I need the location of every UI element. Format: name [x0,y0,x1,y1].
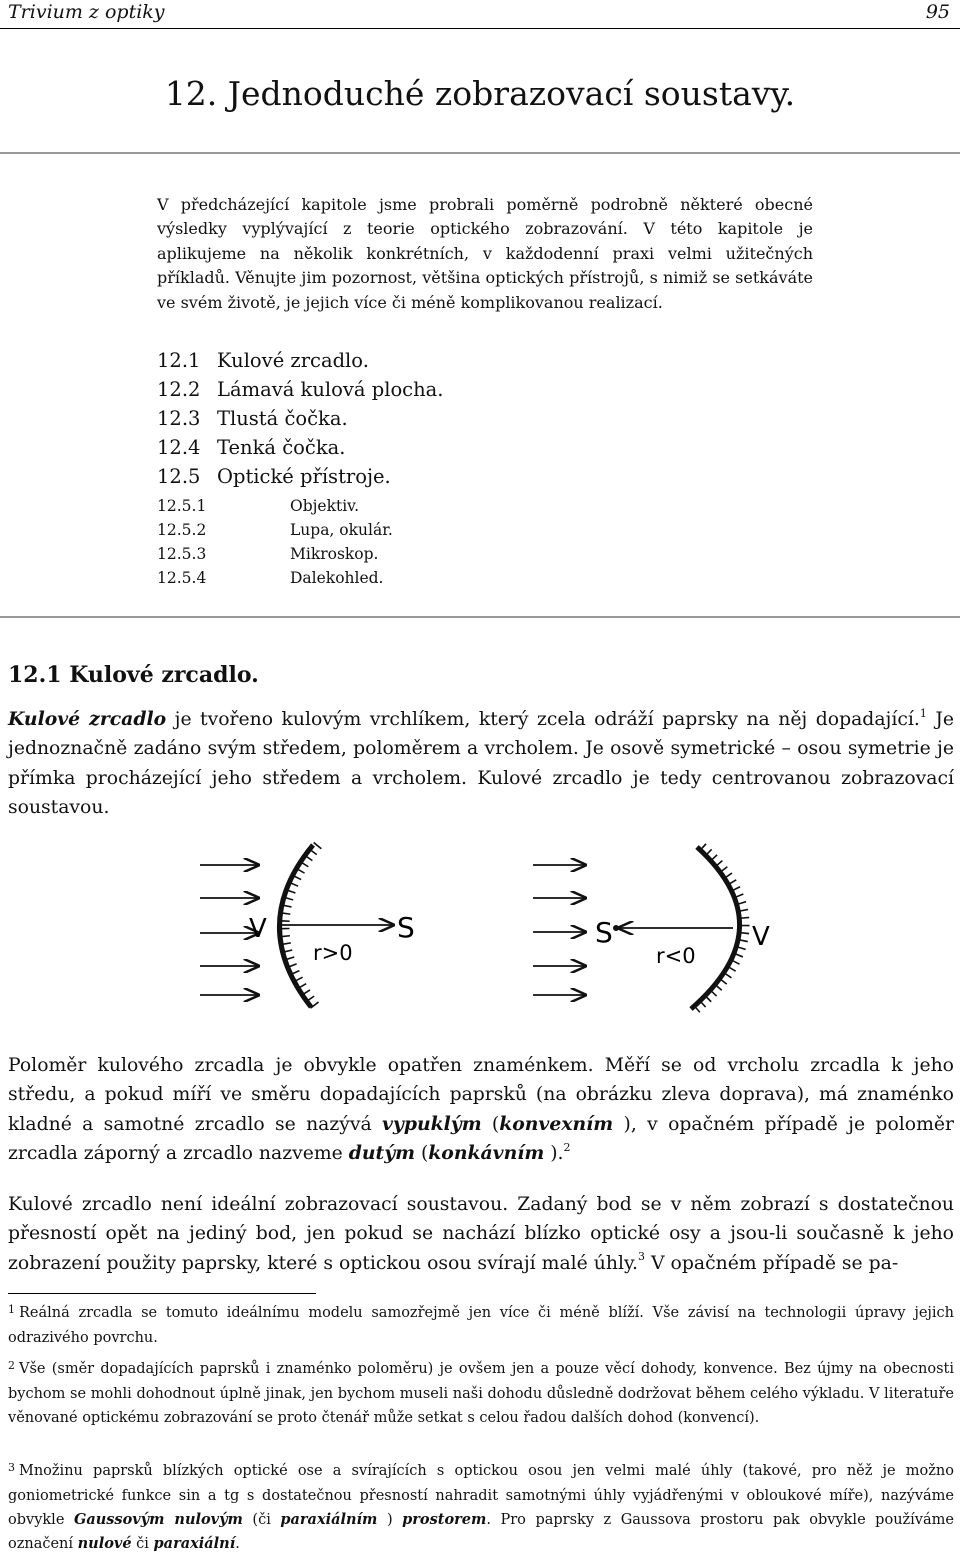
mirror-figure [185,835,785,1025]
convex-mirror [200,845,415,1007]
toc-text: Mikroskop. [290,545,379,563]
footnote-mark: 2 [8,1359,15,1372]
toc-number: 12.2 [157,378,201,401]
toc-text: Tlustá čočka. [217,407,348,430]
footnote-text: ) [377,1512,403,1528]
footnote-separator [8,1293,316,1294]
toc-text: Lupa, okulár. [290,521,393,539]
mirror-diagram [185,835,785,1025]
term-vypuklym: vypuklým [382,1112,482,1135]
toc-number: 12.5.4 [157,569,207,587]
toc-text: Optické přístroje. [217,465,391,488]
toc-number: 12.5.1 [157,497,207,515]
footnote-mark: 1 [8,1303,15,1316]
chapter-rule-bottom [0,616,960,618]
term-paraxialnim: paraxiálním [280,1511,378,1528]
toc-number: 12.5 [157,465,201,488]
footnote-3 [8,1459,954,1556]
term-paraxialni: paraxiální [153,1535,236,1552]
toc-number: 12.5.3 [157,545,207,563]
concave-mirror [533,847,770,1009]
footnote-1 [8,1301,954,1350]
header-rule [0,28,960,29]
text-run: ( [414,1142,429,1164]
footnote-text: Reálná zrcadla se tomuto ideálnímu modelu samozřejmě jen více či méně blíží. Vše závisí na technologii úpravy jejich odrazivého povrchu. [8,1305,954,1346]
chapter-rule-top [0,152,960,154]
text-run: je tvořeno kulovým vrchlíkem, který zcela odráží paprsky na něj dopadající. [166,709,920,730]
footnote-ref[interactable]: 3 [638,1250,646,1264]
footnote-text: . [235,1536,240,1552]
footnote-ref[interactable]: 2 [563,1140,571,1154]
text-run: ( [481,1113,500,1135]
footnote-ref[interactable]: 1 [919,706,927,720]
footnote-mark: 3 [8,1461,15,1474]
footnote-text: . Pro paprsky z Gaussova prostoru pak obvykle používáme označení [8,1512,954,1552]
term-konvexnim: konvexním [499,1112,614,1135]
text-run: V opačném případě se pa- [645,1252,899,1274]
text-run: ). [544,1142,564,1164]
section-heading: 12.1 Kulové zrcadlo. [8,662,259,688]
footnote-2 [8,1357,954,1430]
paragraph-sign-convention [8,1051,954,1168]
toc-text: Dalekohled. [290,569,384,587]
text-run: Kulové zrcadlo není ideální zobrazovací soustavou. Zadaný bod se v něm zobrazí s dostatečnou přesností opět na jediný bod, jen pokud se nachází blízko optické osy a jsou-li současně k jeho zobrazení použity paprsky, které s optickou osou svírají malé úhly. [8,1194,954,1274]
paragraph-non-ideal [8,1190,954,1278]
chapter-intro: V předcházející kapitole jsme probrali poměrně podrobně některé obecné výsledky vyplývající z teorie optického zobrazování. V této kapitole je aplikujeme na několik konkrétních, v každodenní praxi velmi užitečných příkladů. Věnujte jim pozornost, většina optických přístrojů, s nimiž se setkáváte ve svém životě, je jejich více či méně komplikovanou realizací. [157,195,813,312]
toc-text: Lámavá kulová plocha. [217,378,444,401]
mirror-hatching [284,845,318,1007]
footnote-text: Množinu paprsků blízkých optické ose a svírajících s optickou osou jen velmi malé úhly (takové, pro něž je možno goniometrické funkce sin a tg s dostatečnou přesností nahradit samotnými úhly vyjádřenými v obloukové míře), nazýváme obvykle [8,1463,954,1528]
toc-text: Objektiv. [290,497,360,515]
footnote-text: (či [242,1512,281,1528]
center-label: S [595,916,613,949]
radius-sign-label: r<0 [656,944,696,968]
term-nulove: nulové [77,1535,132,1552]
text-run: Je jednoznačně zadáno svým středem, poloměrem a vrcholem. Je osově symetrické – osou symetrie je přímka procházející jeho středem a vrcholem. Kulové zrcadlo je tedy centrovanou zobrazovací soustavou. [8,709,955,818]
term-kulove-zrcadlo: Kulové zrcadlo [8,708,167,730]
vertex-label: V [249,914,267,944]
running-title: Trivium z optiky [8,1,165,23]
text-run: ), v opačném případě je poloměr zrcadla záporný a zrcadlo nazveme [8,1113,954,1164]
paragraph-definition [8,705,954,822]
center-label: S [397,911,415,944]
toc-number: 12.1 [157,349,201,372]
toc-number: 12.4 [157,436,201,459]
radius-sign-label: r>0 [313,941,353,965]
page-number: 95 [925,1,950,23]
toc-number: 12.3 [157,407,201,430]
toc-text: Kulové zrcadlo. [217,349,369,372]
chapter-title: 12. Jednoduché zobrazovací soustavy. [164,74,796,113]
toc-text: Tenká čočka. [217,436,346,459]
term-gaussovym-nulovym: Gaussovým nulovým [73,1511,243,1528]
toc-number: 12.5.2 [157,521,207,539]
footnote-text: či [131,1536,154,1552]
footnote-text: Vše (směr dopadajících paprsků i znaménko poloměru) je ovšem jen a pouze věcí dohody, konvence. Bez újmy na obecnosti bychom se mohli dohodnout úplně jinak, jen bychom museli naši dohodu důsledně dodržovat během celého výkladu. V literatuře věnované optickému zobrazování se proto čtenář může setkat s celou řadou dalších dohod (konvencí). [8,1361,954,1426]
vertex-label: V [752,922,770,952]
term-prostorem: prostorem [402,1511,487,1528]
term-dutym: dutým [348,1141,415,1164]
term-konkavnim: konkávním [428,1141,545,1164]
text-run: Poloměr kulového zrcadla je obvykle opatřen znaménkem. Měří se od vrcholu zrcadla k jeho středu, a pokud míří ve směru dopadajících paprsků (na obrázku zleva doprava), má znaménko kladné a samotné zrcadlo se nazývá [8,1055,954,1135]
center-point [613,925,619,931]
